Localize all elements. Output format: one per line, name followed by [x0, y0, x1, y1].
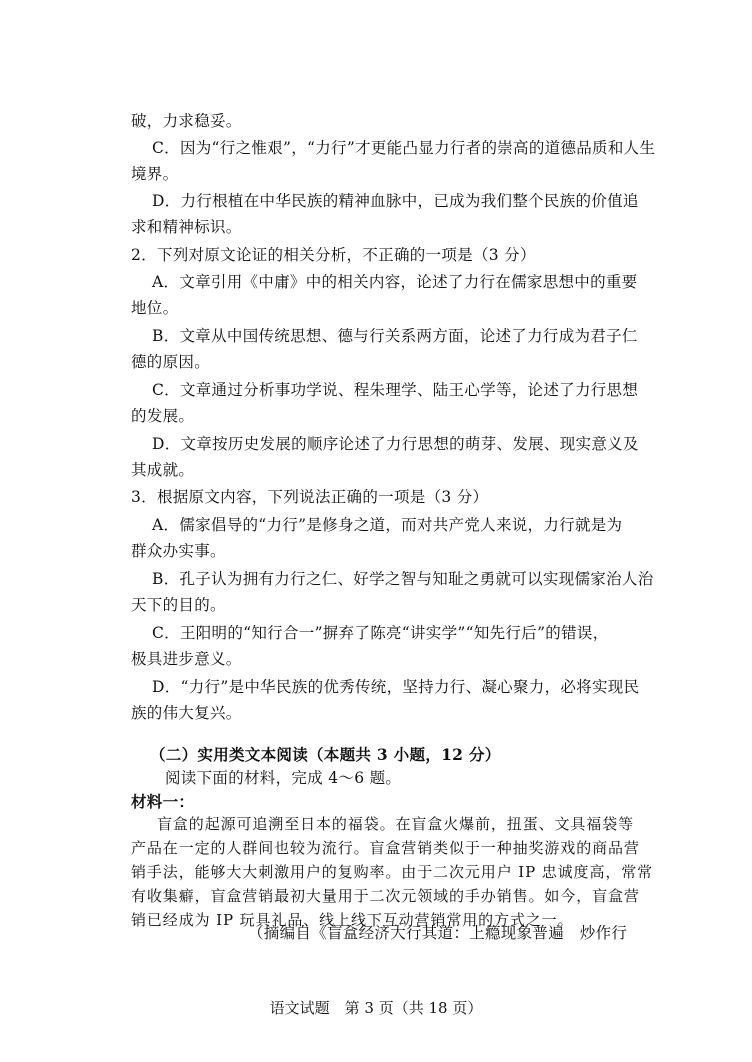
material-line: 产品在一定的人群间也较为流行。盲盒营销类似于一种抽奖游戏的商品营 — [131, 839, 640, 857]
option-c-cont: 的发展。 — [131, 407, 195, 425]
page-footer: 语文试题 第 3 页（共 18 页） — [269, 999, 483, 1017]
instruction: 阅读下面的材料，完成 4～6 题。 — [165, 769, 402, 787]
source-citation: （摘编自《盲盒经济大行其道：上瘾现象普遍 炒作行 — [248, 924, 628, 942]
option-c: C．王阳明的“知行合一”摒弃了陈亮“讲实学”“知先行后”的错误， — [152, 624, 609, 642]
option-c: C．文章通过分析事功学说、程朱理学、陆王心学等，论述了力行思想 — [152, 381, 639, 399]
option-d: D．文章按历史发展的顺序论述了力行思想的萌芽、发展、现实意义及 — [152, 435, 639, 453]
text-line: 破，力求稳妥。 — [131, 112, 242, 130]
material-line: 销手法，能够大大刺激用户的复购率。由于二次元用户 IP 忠诚度高，常常 — [131, 863, 654, 881]
material-line: 有收集癖，盲盒营销最初大量用于二次元领域的手办销售。如今，盲盒营 — [131, 887, 640, 905]
section-heading: （二）实用类文本阅读（本题共 3 小题，12 分） — [150, 745, 501, 764]
option-b: B．文章从中国传统思想、德与行关系两方面，论述了力行成为君子仁 — [152, 327, 638, 345]
option-b-cont: 德的原因。 — [131, 353, 211, 371]
option-d-cont: 其成就。 — [131, 461, 195, 479]
option-b-cont: 天下的目的。 — [131, 596, 226, 614]
option-d: D．力行根植在中华民族的精神血脉中，已成为我们整个民族的价值追 — [152, 192, 639, 210]
option-c: C．因为“行之惟艰”，“力行”才更能凸显力行者的崇高的道德品质和人生 — [152, 139, 656, 157]
option-a: A．文章引用《中庸》中的相关内容，论述了力行在儒家思想中的重要 — [152, 273, 638, 291]
option-d-cont: 求和精神标识。 — [131, 218, 242, 236]
material-label: 材料一： — [131, 792, 195, 811]
option-a-cont: 地位。 — [131, 299, 179, 317]
option-b: B．孔子认为拥有力行之仁、好学之智与知耻之勇就可以实现儒家治人治 — [152, 570, 654, 588]
material-line: 销已经成为 IP 玩具礼品、线上线下互动营销常用的方式之一。 — [131, 911, 574, 929]
material-line: 盲盒的起源可追溯至日本的福袋。在盲盒火爆前，扭蛋、文具福袋等 — [157, 815, 635, 833]
option-c-cont: 极具进步意义。 — [131, 650, 242, 668]
question-stem: 2．下列对原文论证的相关分析，不正确的一项是（3 分） — [131, 246, 536, 264]
option-d: D．“力行”是中华民族的优秀传统，坚持力行、凝心聚力，必将实现民 — [152, 678, 640, 696]
option-c-cont: 境界。 — [131, 165, 179, 183]
option-a-cont: 群众办实事。 — [131, 542, 226, 560]
option-a: A．儒家倡导的“力行”是修身之道，而对共产党人来说，力行就是为 — [152, 516, 623, 534]
option-d-cont: 族的伟大复兴。 — [131, 704, 242, 722]
question-stem: 3．根据原文内容，下列说法正确的一项是（3 分） — [131, 488, 489, 506]
